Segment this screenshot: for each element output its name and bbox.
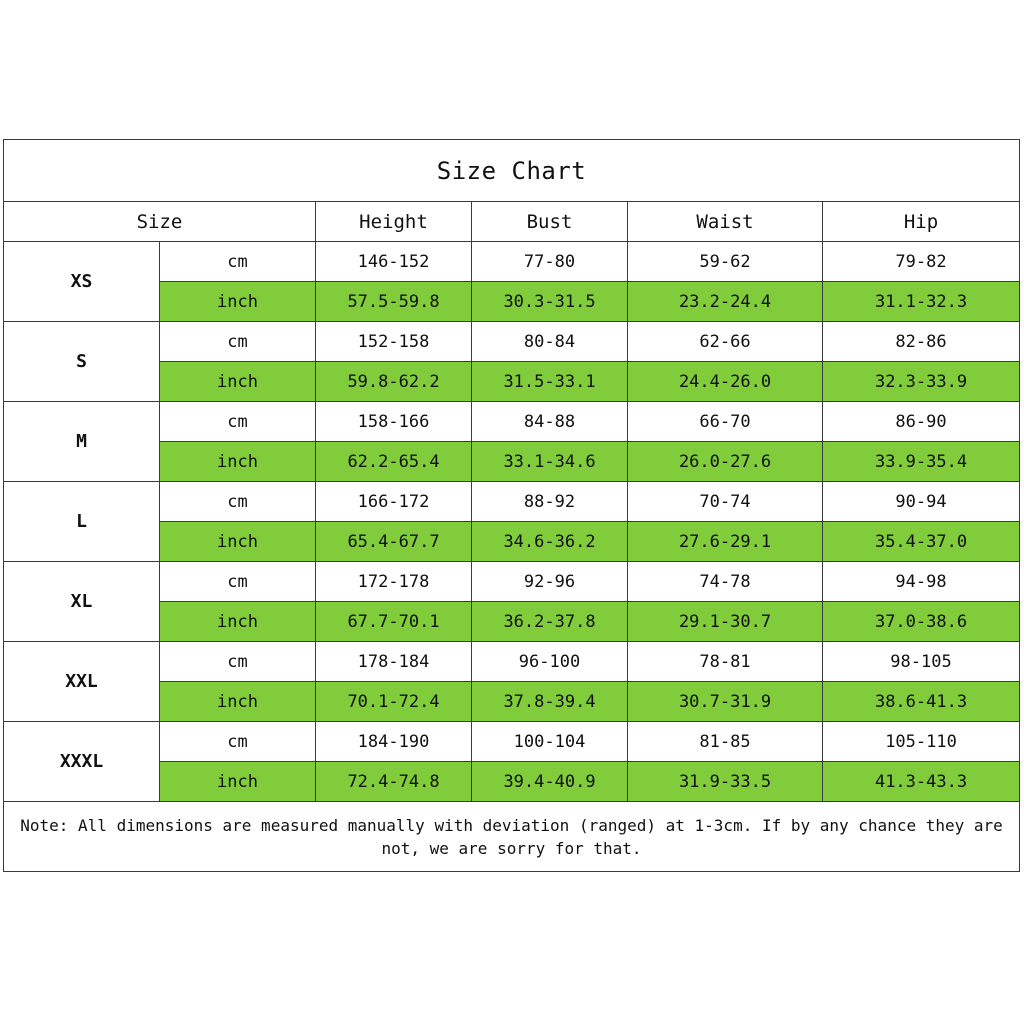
- bust-value: 100-104: [472, 722, 628, 762]
- hip-value: 86-90: [823, 402, 1020, 442]
- bust-value: 88-92: [472, 482, 628, 522]
- table-row: [4, 482, 1020, 522]
- table-row: [4, 562, 1020, 602]
- header-height: Height: [316, 202, 472, 242]
- hip-value: 79-82: [823, 242, 1020, 282]
- hip-value: 105-110: [823, 722, 1020, 762]
- hip-value: 37.0-38.6: [823, 602, 1020, 642]
- hip-value: 38.6-41.3: [823, 682, 1020, 722]
- height-value: 57.5-59.8: [316, 282, 472, 322]
- waist-value: 81-85: [628, 722, 823, 762]
- hip-value: 41.3-43.3: [823, 762, 1020, 802]
- chart-title: Size Chart: [4, 140, 1020, 202]
- waist-value: 29.1-30.7: [628, 602, 823, 642]
- height-value: 172-178: [316, 562, 472, 602]
- bust-value: 92-96: [472, 562, 628, 602]
- waist-value: 74-78: [628, 562, 823, 602]
- unit-label: inch: [160, 602, 316, 642]
- unit-label: inch: [160, 282, 316, 322]
- bust-value: 77-80: [472, 242, 628, 282]
- height-value: 178-184: [316, 642, 472, 682]
- bust-value: 30.3-31.5: [472, 282, 628, 322]
- table-row: [4, 642, 1020, 682]
- table-row: [4, 402, 1020, 442]
- table-row: [4, 722, 1020, 762]
- height-value: 146-152: [316, 242, 472, 282]
- size-label: XL: [4, 562, 160, 642]
- waist-value: 62-66: [628, 322, 823, 362]
- height-value: 70.1-72.4: [316, 682, 472, 722]
- bust-value: 33.1-34.6: [472, 442, 628, 482]
- unit-label: cm: [160, 482, 316, 522]
- waist-value: 66-70: [628, 402, 823, 442]
- header-hip: Hip: [823, 202, 1020, 242]
- size-label: XS: [4, 242, 160, 322]
- unit-label: cm: [160, 642, 316, 682]
- waist-value: 30.7-31.9: [628, 682, 823, 722]
- waist-value: 78-81: [628, 642, 823, 682]
- height-value: 62.2-65.4: [316, 442, 472, 482]
- unit-label: cm: [160, 242, 316, 282]
- height-value: 65.4-67.7: [316, 522, 472, 562]
- bust-value: 39.4-40.9: [472, 762, 628, 802]
- bust-value: 36.2-37.8: [472, 602, 628, 642]
- unit-label: inch: [160, 522, 316, 562]
- header-size: Size: [4, 202, 316, 242]
- hip-value: 31.1-32.3: [823, 282, 1020, 322]
- table-row: [4, 322, 1020, 362]
- header-row: [4, 202, 1020, 242]
- size-chart-body: [4, 242, 1020, 802]
- hip-value: 82-86: [823, 322, 1020, 362]
- bust-value: 31.5-33.1: [472, 362, 628, 402]
- unit-label: cm: [160, 722, 316, 762]
- bust-value: 34.6-36.2: [472, 522, 628, 562]
- bust-value: 96-100: [472, 642, 628, 682]
- size-label: XXL: [4, 642, 160, 722]
- waist-value: 26.0-27.6: [628, 442, 823, 482]
- bust-value: 37.8-39.4: [472, 682, 628, 722]
- unit-label: inch: [160, 442, 316, 482]
- header-waist: Waist: [628, 202, 823, 242]
- hip-value: 94-98: [823, 562, 1020, 602]
- height-value: 72.4-74.8: [316, 762, 472, 802]
- unit-label: cm: [160, 562, 316, 602]
- header-bust: Bust: [472, 202, 628, 242]
- waist-value: 70-74: [628, 482, 823, 522]
- unit-label: cm: [160, 322, 316, 362]
- table-row: [4, 242, 1020, 282]
- hip-value: 32.3-33.9: [823, 362, 1020, 402]
- waist-value: 59-62: [628, 242, 823, 282]
- hip-value: 33.9-35.4: [823, 442, 1020, 482]
- size-label: M: [4, 402, 160, 482]
- height-value: 184-190: [316, 722, 472, 762]
- size-label: XXXL: [4, 722, 160, 802]
- unit-label: inch: [160, 762, 316, 802]
- unit-label: cm: [160, 402, 316, 442]
- hip-value: 35.4-37.0: [823, 522, 1020, 562]
- unit-label: inch: [160, 682, 316, 722]
- height-value: 67.7-70.1: [316, 602, 472, 642]
- unit-label: inch: [160, 362, 316, 402]
- size-label: L: [4, 482, 160, 562]
- hip-value: 90-94: [823, 482, 1020, 522]
- bust-value: 80-84: [472, 322, 628, 362]
- bust-value: 84-88: [472, 402, 628, 442]
- waist-value: 24.4-26.0: [628, 362, 823, 402]
- waist-value: 31.9-33.5: [628, 762, 823, 802]
- height-value: 59.8-62.2: [316, 362, 472, 402]
- waist-value: 23.2-24.4: [628, 282, 823, 322]
- hip-value: 98-105: [823, 642, 1020, 682]
- size-label: S: [4, 322, 160, 402]
- size-chart-table: [3, 139, 1020, 872]
- height-value: 158-166: [316, 402, 472, 442]
- measurement-note: Note: All dimensions are measured manually with deviation (ranged) at 1-3cm. If by any chance they are not, we are sorry for that.: [4, 802, 1020, 872]
- height-value: 152-158: [316, 322, 472, 362]
- waist-value: 27.6-29.1: [628, 522, 823, 562]
- height-value: 166-172: [316, 482, 472, 522]
